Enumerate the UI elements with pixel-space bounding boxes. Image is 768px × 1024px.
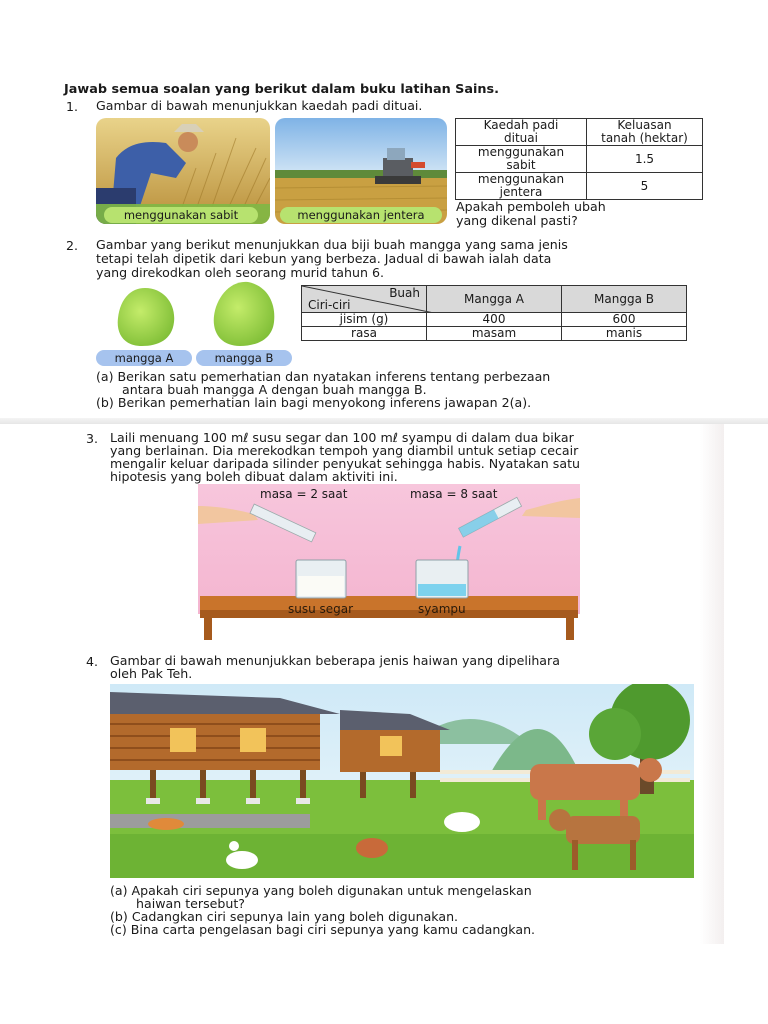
harvest-table-row-machine-method: menggunakan jentera: [456, 173, 587, 200]
mango-a-label: mangga A: [96, 350, 192, 366]
q4-number: 4.: [86, 654, 99, 669]
q1-question-line1: Apakah pemboleh ubah: [456, 199, 606, 214]
q1-stem: Gambar di bawah menunjukkan kaedah padi dituai.: [96, 98, 423, 113]
q2b-line: (b) Berikan pemerhatian lain bagi menyokong inferens jawapan 2(a).: [96, 395, 532, 410]
mango-a-image: [112, 286, 178, 348]
mango-table-row-taste-b: manis: [562, 327, 687, 341]
farm-illustration: [110, 684, 694, 878]
page-seam: [0, 418, 768, 424]
harvest-table-header-method: Kaedah padi dituai: [456, 119, 587, 146]
mango-b-label: mangga B: [196, 350, 292, 366]
q4b-line: (b) Cadangkan ciri sepunya lain yang boleh digunakan.: [110, 909, 459, 924]
harvest-table-header-area: Keluasan tanah (hektar): [587, 119, 703, 146]
pouring-experiment-illustration: [198, 484, 580, 640]
q1-question-line2: yang dikenal pasti?: [456, 213, 578, 228]
mango-b-image: [208, 280, 278, 348]
milk-label: susu segar: [288, 602, 354, 616]
mango-table-corner: [302, 286, 427, 313]
mango-table-header-a: Mangga A: [427, 286, 562, 313]
mango-table-row-mass-b: 600: [562, 313, 687, 327]
mango-table-row-mass-label: jisim (g): [302, 313, 427, 327]
q4c-line: (c) Bina carta pengelasan bagi ciri sepunya yang kamu cadangkan.: [110, 922, 536, 937]
page-edge-shade: [700, 424, 724, 944]
harvest-table-row-sickle-method: menggunakan sabit: [456, 146, 587, 173]
q2-line2: tetapi telah dipetik dari kebun yang berbeza. Jadual di bawah ialah data: [96, 251, 552, 266]
mango-table: [301, 285, 687, 341]
harvest-table-row-machine-area: 5: [587, 173, 703, 200]
q3-line2: yang berlainan. Dia merekodkan tempoh yang diambil untuk setiap cecair: [110, 443, 579, 458]
q2-line3: yang direkodkan oleh seorang murid tahun 6.: [96, 265, 384, 280]
q2a-line2: antara buah mangga A dengan buah mangga B.: [122, 382, 427, 397]
harvester-label: menggunakan jentera: [280, 207, 442, 223]
mango-table-corner-bottom: Ciri-ciri: [308, 298, 351, 312]
mango-table-row-mass-a: 400: [427, 313, 562, 327]
time-left-label: masa = 2 saat: [260, 487, 348, 501]
mango-table-corner-top: Buah: [389, 286, 420, 300]
q4-line1: Gambar di bawah menunjukkan beberapa jenis haiwan yang dipelihara: [110, 653, 560, 668]
q2a-line1: (a) Berikan satu pemerhatian dan nyatakan inferens tentang perbezaan: [96, 369, 551, 384]
harvest-table-row-sickle-area: 1.5: [587, 146, 703, 173]
mango-table-header-b: Mangga B: [562, 286, 687, 313]
q3-line1: Laili menuang 100 mℓ susu segar dan 100 mℓ syampu di dalam dua bikar: [110, 430, 574, 445]
q4-line2: oleh Pak Teh.: [110, 666, 193, 681]
mango-table-row-taste-a: masam: [427, 327, 562, 341]
harvest-table: [455, 118, 703, 200]
q3-line3: mengalir keluar daripada silinder penyukat sehingga habis. Nyatakan satu: [110, 456, 580, 471]
q3-line4: hipotesis yang boleh dibuat dalam aktiviti ini.: [110, 469, 398, 484]
mango-table-row-taste-label: rasa: [302, 327, 427, 341]
worksheet-instruction: Jawab semua soalan yang berikut dalam buku latihan Sains.: [64, 82, 499, 97]
q4a-line1: (a) Apakah ciri sepunya yang boleh digunakan untuk mengelaskan: [110, 883, 532, 898]
q2-line1: Gambar yang berikut menunjukkan dua biji buah mangga yang sama jenis: [96, 237, 568, 252]
q4a-line2: haiwan tersebut?: [136, 896, 245, 911]
shampoo-label: syampu: [418, 602, 466, 616]
q1-number: 1.: [66, 99, 79, 114]
time-right-label: masa = 8 saat: [410, 487, 498, 501]
sickle-label: menggunakan sabit: [104, 207, 258, 223]
q2-number: 2.: [66, 238, 79, 253]
q3-number: 3.: [86, 431, 99, 446]
